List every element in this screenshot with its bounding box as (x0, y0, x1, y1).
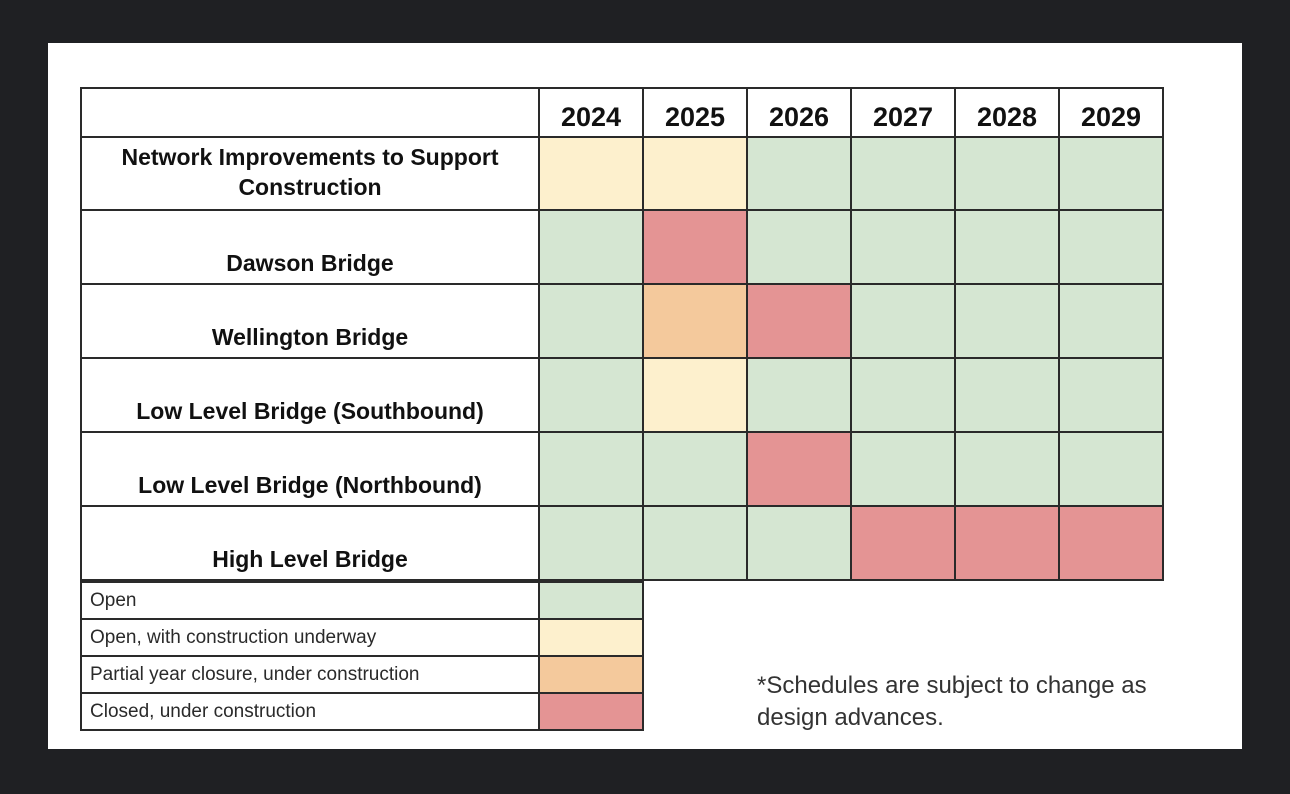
status-cell (539, 210, 643, 284)
status-cell (643, 210, 747, 284)
legend-label-open: Open (81, 582, 539, 619)
schedule-note: *Schedules are subject to change as design advances. (757, 672, 1147, 731)
status-cell (643, 358, 747, 432)
status-cell (851, 506, 955, 580)
status-cell (1059, 506, 1163, 580)
table-row (81, 284, 1163, 358)
legend-label-closed: Closed, under construction (81, 693, 539, 730)
status-cell (643, 284, 747, 358)
status-cell (747, 506, 851, 580)
table-row (81, 137, 1163, 210)
schedule-document (48, 43, 1242, 749)
table-row (81, 506, 1163, 580)
row-label-high-level-bridge: High Level Bridge (81, 506, 539, 580)
row-label-network-improvements: Network Improvements to Support Construction (81, 137, 539, 210)
status-cell (955, 432, 1059, 506)
status-cell (747, 358, 851, 432)
status-cell (643, 137, 747, 210)
table-row (81, 432, 1163, 506)
legend-row (81, 693, 643, 730)
status-cell (851, 137, 955, 210)
year-header-2027: 2027 (851, 88, 955, 137)
corner-cell (81, 88, 539, 137)
status-cell (747, 284, 851, 358)
status-cell (747, 137, 851, 210)
status-legend (80, 581, 644, 731)
row-label-low-level-northbound: Low Level Bridge (Northbound) (81, 432, 539, 506)
status-cell (539, 432, 643, 506)
status-cell (851, 358, 955, 432)
legend-swatch-closed (539, 693, 643, 730)
table-row (81, 210, 1163, 284)
status-cell (539, 358, 643, 432)
year-header-2029: 2029 (1059, 88, 1163, 137)
status-cell (1059, 284, 1163, 358)
status-cell (955, 284, 1059, 358)
year-header-2024: 2024 (539, 88, 643, 137)
status-cell (851, 210, 955, 284)
table-row (81, 358, 1163, 432)
year-header-2026: 2026 (747, 88, 851, 137)
status-cell (643, 506, 747, 580)
legend-swatch-partial-closure (539, 656, 643, 693)
legend-row (81, 656, 643, 693)
status-cell (539, 137, 643, 210)
row-label-low-level-southbound: Low Level Bridge (Southbound) (81, 358, 539, 432)
closure-schedule-table (80, 87, 1164, 581)
status-cell (955, 137, 1059, 210)
status-cell (539, 284, 643, 358)
status-cell (1059, 358, 1163, 432)
status-cell (1059, 432, 1163, 506)
legend-row (81, 582, 643, 619)
legend-swatch-open (539, 582, 643, 619)
status-cell (955, 506, 1059, 580)
status-cell (955, 210, 1059, 284)
row-label-dawson-bridge: Dawson Bridge (81, 210, 539, 284)
status-cell (1059, 210, 1163, 284)
status-cell (851, 432, 955, 506)
year-header-2028: 2028 (955, 88, 1059, 137)
year-header-2025: 2025 (643, 88, 747, 137)
year-header-row (81, 88, 1163, 137)
legend-label-partial-closure: Partial year closure, under construction (81, 656, 539, 693)
status-cell (955, 358, 1059, 432)
status-cell (747, 210, 851, 284)
status-cell (1059, 137, 1163, 210)
row-label-wellington-bridge: Wellington Bridge (81, 284, 539, 358)
status-cell (747, 432, 851, 506)
status-cell (851, 284, 955, 358)
legend-swatch-open-construction (539, 619, 643, 656)
legend-row (81, 619, 643, 656)
status-cell (539, 506, 643, 580)
legend-label-open-construction: Open, with construction underway (81, 619, 539, 656)
status-cell (643, 432, 747, 506)
